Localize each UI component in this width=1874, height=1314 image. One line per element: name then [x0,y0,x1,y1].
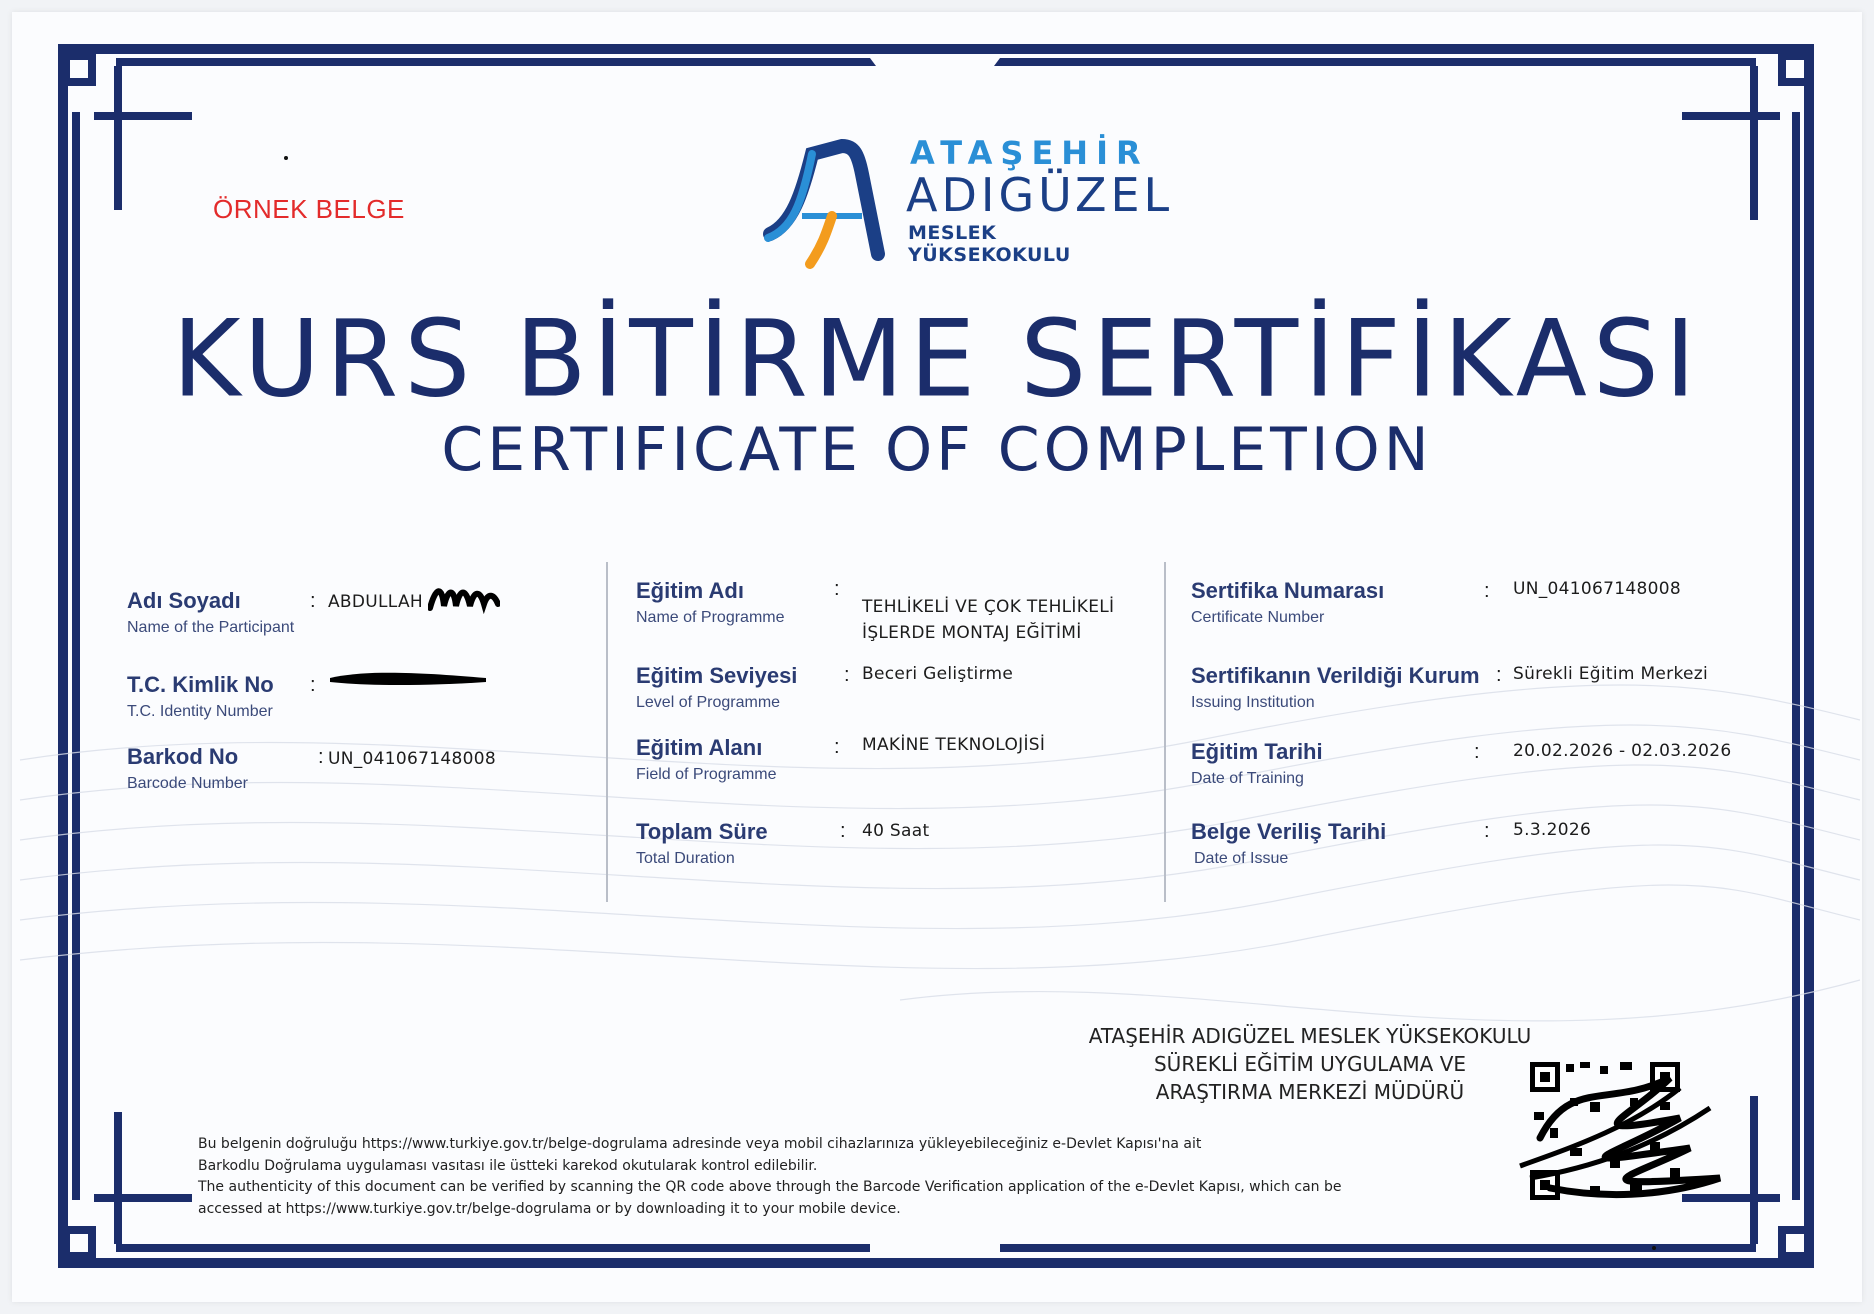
programme-duration-sub: Total Duration [636,850,735,867]
tc-id-sub: T.C. Identity Number [127,703,273,720]
issue-date-value: 5.3.2026 [1513,820,1592,840]
column-divider [606,562,608,902]
issuing-institution-label: Sertifikanın Verildiği Kurum [1191,663,1480,688]
colon: : [1496,664,1502,686]
tc-id-label: T.C. Kimlik No [127,672,274,697]
logo-line-1: ATAŞEHİR [910,134,1149,172]
certificate-title-en: CERTIFICATE OF COMPLETION [441,415,1433,485]
redaction-bar [326,666,490,690]
colon: : [834,736,840,758]
participant-name-value: ABDULLAH [328,592,423,612]
barcode-value: UN_041067148008 [328,749,496,769]
redaction-scribble [428,582,500,614]
column-divider [1164,562,1166,902]
sample-watermark: ÖRNEK BELGE [213,194,405,224]
programme-name-label: Eğitim Adı [636,578,744,603]
logo-line-3: MESLEK YÜKSEKOKULU [908,222,1071,266]
logo-emblem-icon [762,134,912,270]
barcode-label: Barkod No [127,744,239,769]
director-line-2: SÜREKLİ EĞİTİM UYGULAMA VE [1153,1052,1467,1076]
issue-date-label: Belge Veriliş Tarihi [1191,819,1387,844]
programme-duration-value: 40 Saat [862,821,930,841]
colon: : [1484,580,1490,602]
logo-line-2: ADIGÜZEL [906,168,1174,222]
programme-name-sub: Name of Programme [636,609,785,626]
certificate-number-sub: Certificate Number [1191,609,1325,626]
institution-logo [762,134,1174,274]
programme-duration-label: Toplam Süre [636,819,768,844]
colon: : [1474,741,1480,763]
footnote-tr-line-1: Bu belgenin doğruluğu https://www.turkiye.gov.tr/belge-dogrulama adresinde veya mobil cihazlarınıza yükleyebileceğiniz e-Devlet Kapısı'na ait [198,1136,1202,1152]
certificate-number-value: UN_041067148008 [1513,579,1681,599]
issue-date-sub: Date of Issue [1194,850,1289,867]
certificate-number-label: Sertifika Numarası [1191,578,1385,603]
colon: : [1484,820,1490,842]
programme-level-sub: Level of Programme [636,694,781,711]
colon: : [840,820,846,842]
programme-field-value: MAKİNE TEKNOLOJİSİ [862,735,1046,755]
training-date-label: Eğitim Tarihi [1191,739,1323,764]
issuing-institution-sub: Issuing Institution [1191,694,1315,711]
dot-mark [1652,1246,1656,1250]
programme-level-value: Beceri Geliştirme [862,664,1014,684]
programme-name-value-1: TEHLİKELİ VE ÇOK TEHLİKELİ [862,597,1115,617]
issuing-institution-value: Sürekli Eğitim Merkezi [1513,664,1709,684]
dot-mark [284,156,288,160]
colon: : [310,674,316,696]
colon: : [318,746,324,768]
participant-name-label: Adı Soyadı [127,588,241,613]
programme-name-value-2: İŞLERDE MONTAJ EĞİTİMİ [862,623,1082,643]
footnote-en-line-2: accessed at https://www.turkiye.gov.tr/belge-dogrulama or by downloading it to your mobile device. [198,1200,901,1217]
participant-name-sub: Name of the Participant [127,619,295,636]
footnote-tr-line-2: Barkodlu Doğrulama uygulaması vasıtası ile üstteki karekod okutularak kontrol edilebilir. [198,1157,818,1174]
director-line-1: ATAŞEHİR ADIGÜZEL MESLEK YÜKSEKOKULU [1088,1024,1532,1048]
barcode-sub: Barcode Number [127,775,248,792]
colon: : [844,664,850,686]
training-date-sub: Date of Training [1191,770,1304,787]
programme-level-label: Eğitim Seviyesi [636,663,798,688]
director-title [1040,1022,1580,1106]
training-date-value: 20.02.2026 - 02.03.2026 [1513,741,1732,761]
programme-field-label: Eğitim Alanı [636,735,763,760]
qr-code-icon [1510,1058,1730,1208]
director-line-3: ARAŞTIRMA MERKEZİ MÜDÜRÜ [1155,1080,1465,1104]
programme-field-sub: Field of Programme [636,766,777,783]
colon: : [834,578,840,600]
verification-footnote [198,1134,1428,1220]
colon: : [310,590,316,612]
footnote-en-line-1: The authenticity of this document can be verified by scanning the QR code above through the Barcode Verification application of the e-Devlet Kapısı, which can be [198,1179,1342,1195]
certificate-title-tr: KURS BİTİRME SERTİFİKASI [172,296,1702,422]
